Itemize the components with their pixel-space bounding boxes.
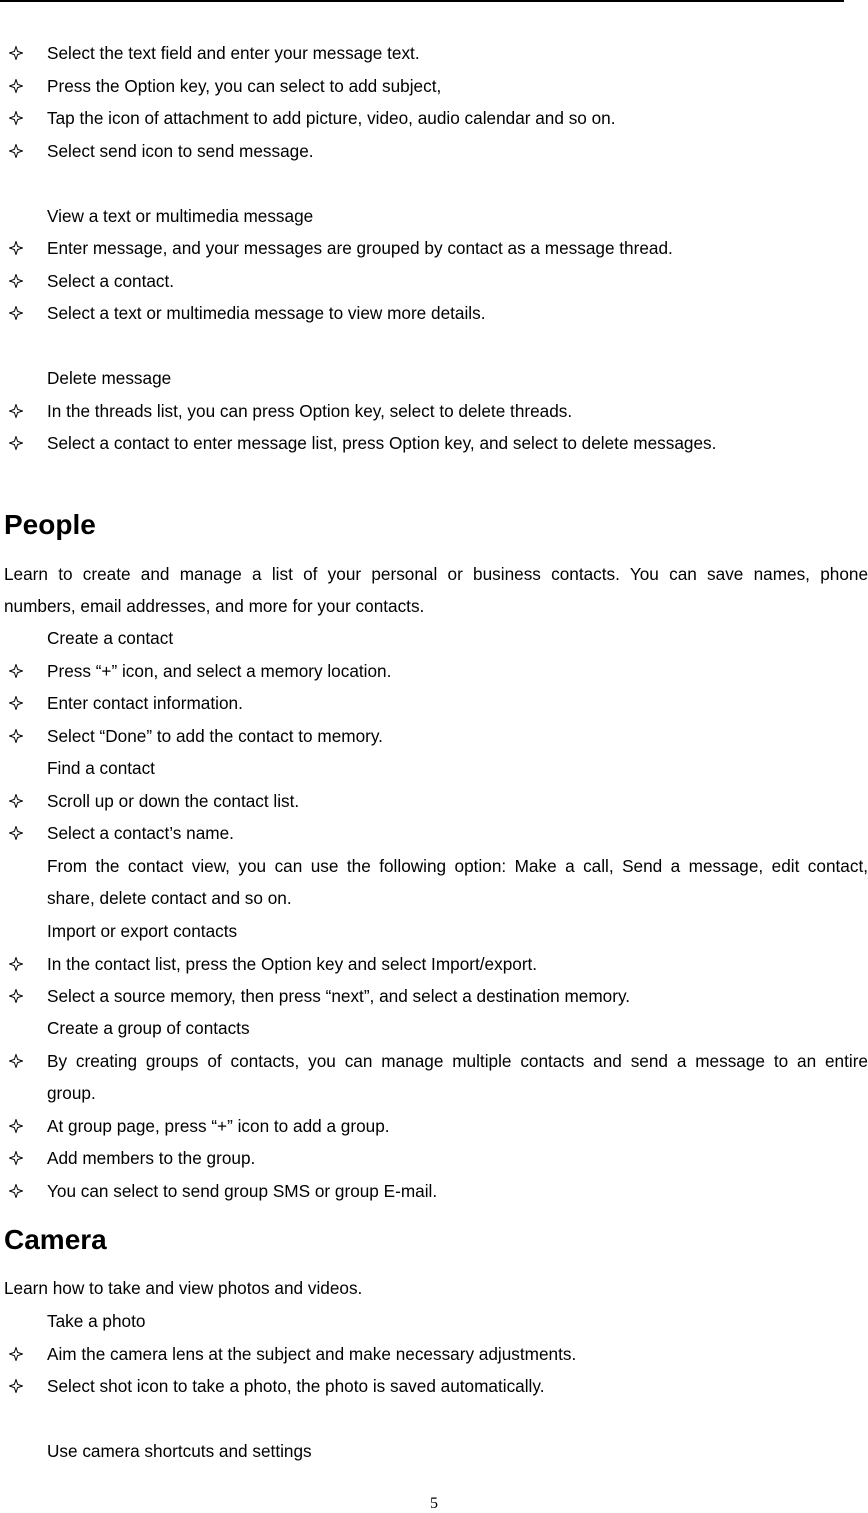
star-bullet-icon bbox=[6, 1376, 26, 1396]
list-item: Scroll up or down the contact list. bbox=[47, 791, 300, 811]
subsection-heading: Import or export contacts bbox=[47, 921, 238, 941]
list-item: Enter message, and your messages are grouped by contact as a message thread. bbox=[47, 238, 673, 258]
subsection-heading: Find a contact bbox=[47, 758, 155, 778]
list-item: Select a text or multimedia message to view more details. bbox=[47, 303, 486, 323]
list-item: Select a source memory, then press “next”, and select a destination memory. bbox=[47, 986, 631, 1006]
star-bullet-icon bbox=[6, 954, 26, 974]
list-item: Select the text field and enter your message text. bbox=[47, 43, 420, 63]
subsection-heading: View a text or multimedia message bbox=[47, 206, 314, 226]
list-item: Add members to the group. bbox=[47, 1148, 256, 1168]
paragraph-line: Learn how to take and view photos and videos. bbox=[4, 1278, 363, 1298]
subsection-heading: Use camera shortcuts and settings bbox=[47, 1441, 312, 1461]
list-item: At group page, press “+” icon to add a group. bbox=[47, 1116, 390, 1136]
star-bullet-icon bbox=[6, 141, 26, 161]
page-number: 5 bbox=[430, 1495, 438, 1512]
paragraph-line: share, delete contact and so on. bbox=[47, 888, 292, 908]
list-item: Tap the icon of attachment to add picture, video, audio calendar and so on. bbox=[47, 108, 616, 128]
list-item: Select a contact’s name. bbox=[47, 823, 234, 843]
star-bullet-icon bbox=[6, 303, 26, 323]
subsection-heading: Create a contact bbox=[47, 628, 174, 648]
star-bullet-icon bbox=[6, 1116, 26, 1136]
paragraph-line: From the contact view, you can use the following option: Make a call, Send a message, edit contact, bbox=[47, 856, 868, 876]
subsection-heading: Take a photo bbox=[47, 1311, 146, 1331]
list-item-continuation: group. bbox=[47, 1083, 96, 1103]
list-item: Select send icon to send message. bbox=[47, 141, 314, 161]
subsection-heading: Delete message bbox=[47, 368, 172, 388]
star-bullet-icon bbox=[6, 76, 26, 96]
list-item: Press “+” icon, and select a memory location. bbox=[47, 661, 392, 681]
star-bullet-icon bbox=[6, 726, 26, 746]
star-bullet-icon bbox=[6, 108, 26, 128]
list-item: By creating groups of contacts, you can manage multiple contacts and send a message to an entire bbox=[47, 1051, 868, 1071]
star-bullet-icon bbox=[6, 986, 26, 1006]
list-item: Enter contact information. bbox=[47, 693, 243, 713]
section-title-camera: Camera bbox=[4, 1224, 107, 1255]
list-item: Press the Option key, you can select to add subject, bbox=[47, 76, 442, 96]
star-bullet-icon bbox=[6, 271, 26, 291]
list-item: You can select to send group SMS or group E-mail. bbox=[47, 1181, 438, 1201]
star-bullet-icon bbox=[6, 823, 26, 843]
list-item: Select a contact to enter message list, press Option key, and select to delete messages. bbox=[47, 433, 717, 453]
list-item: Aim the camera lens at the subject and make necessary adjustments. bbox=[47, 1344, 577, 1364]
star-bullet-icon bbox=[6, 1148, 26, 1168]
star-bullet-icon bbox=[6, 238, 26, 258]
list-item: In the threads list, you can press Option key, select to delete threads. bbox=[47, 401, 573, 421]
paragraph-line: numbers, email addresses, and more for your contacts. bbox=[4, 596, 425, 616]
star-bullet-icon bbox=[6, 791, 26, 811]
star-bullet-icon bbox=[6, 433, 26, 453]
top-rule bbox=[0, 0, 844, 2]
list-item: Select a contact. bbox=[47, 271, 175, 291]
star-bullet-icon bbox=[6, 1051, 26, 1071]
star-bullet-icon bbox=[6, 693, 26, 713]
star-bullet-icon bbox=[6, 661, 26, 681]
list-item: In the contact list, press the Option key and select Import/export. bbox=[47, 954, 538, 974]
subsection-heading: Create a group of contacts bbox=[47, 1018, 250, 1038]
list-item: Select shot icon to take a photo, the photo is saved automatically. bbox=[47, 1376, 545, 1396]
star-bullet-icon bbox=[6, 43, 26, 63]
list-item: Select “Done” to add the contact to memory. bbox=[47, 726, 383, 746]
star-bullet-icon bbox=[6, 401, 26, 421]
star-bullet-icon bbox=[6, 1344, 26, 1364]
paragraph-line: Learn to create and manage a list of your personal or business contacts. You can save names, phone bbox=[4, 564, 868, 584]
section-title-people: People bbox=[4, 509, 96, 540]
star-bullet-icon bbox=[6, 1181, 26, 1201]
